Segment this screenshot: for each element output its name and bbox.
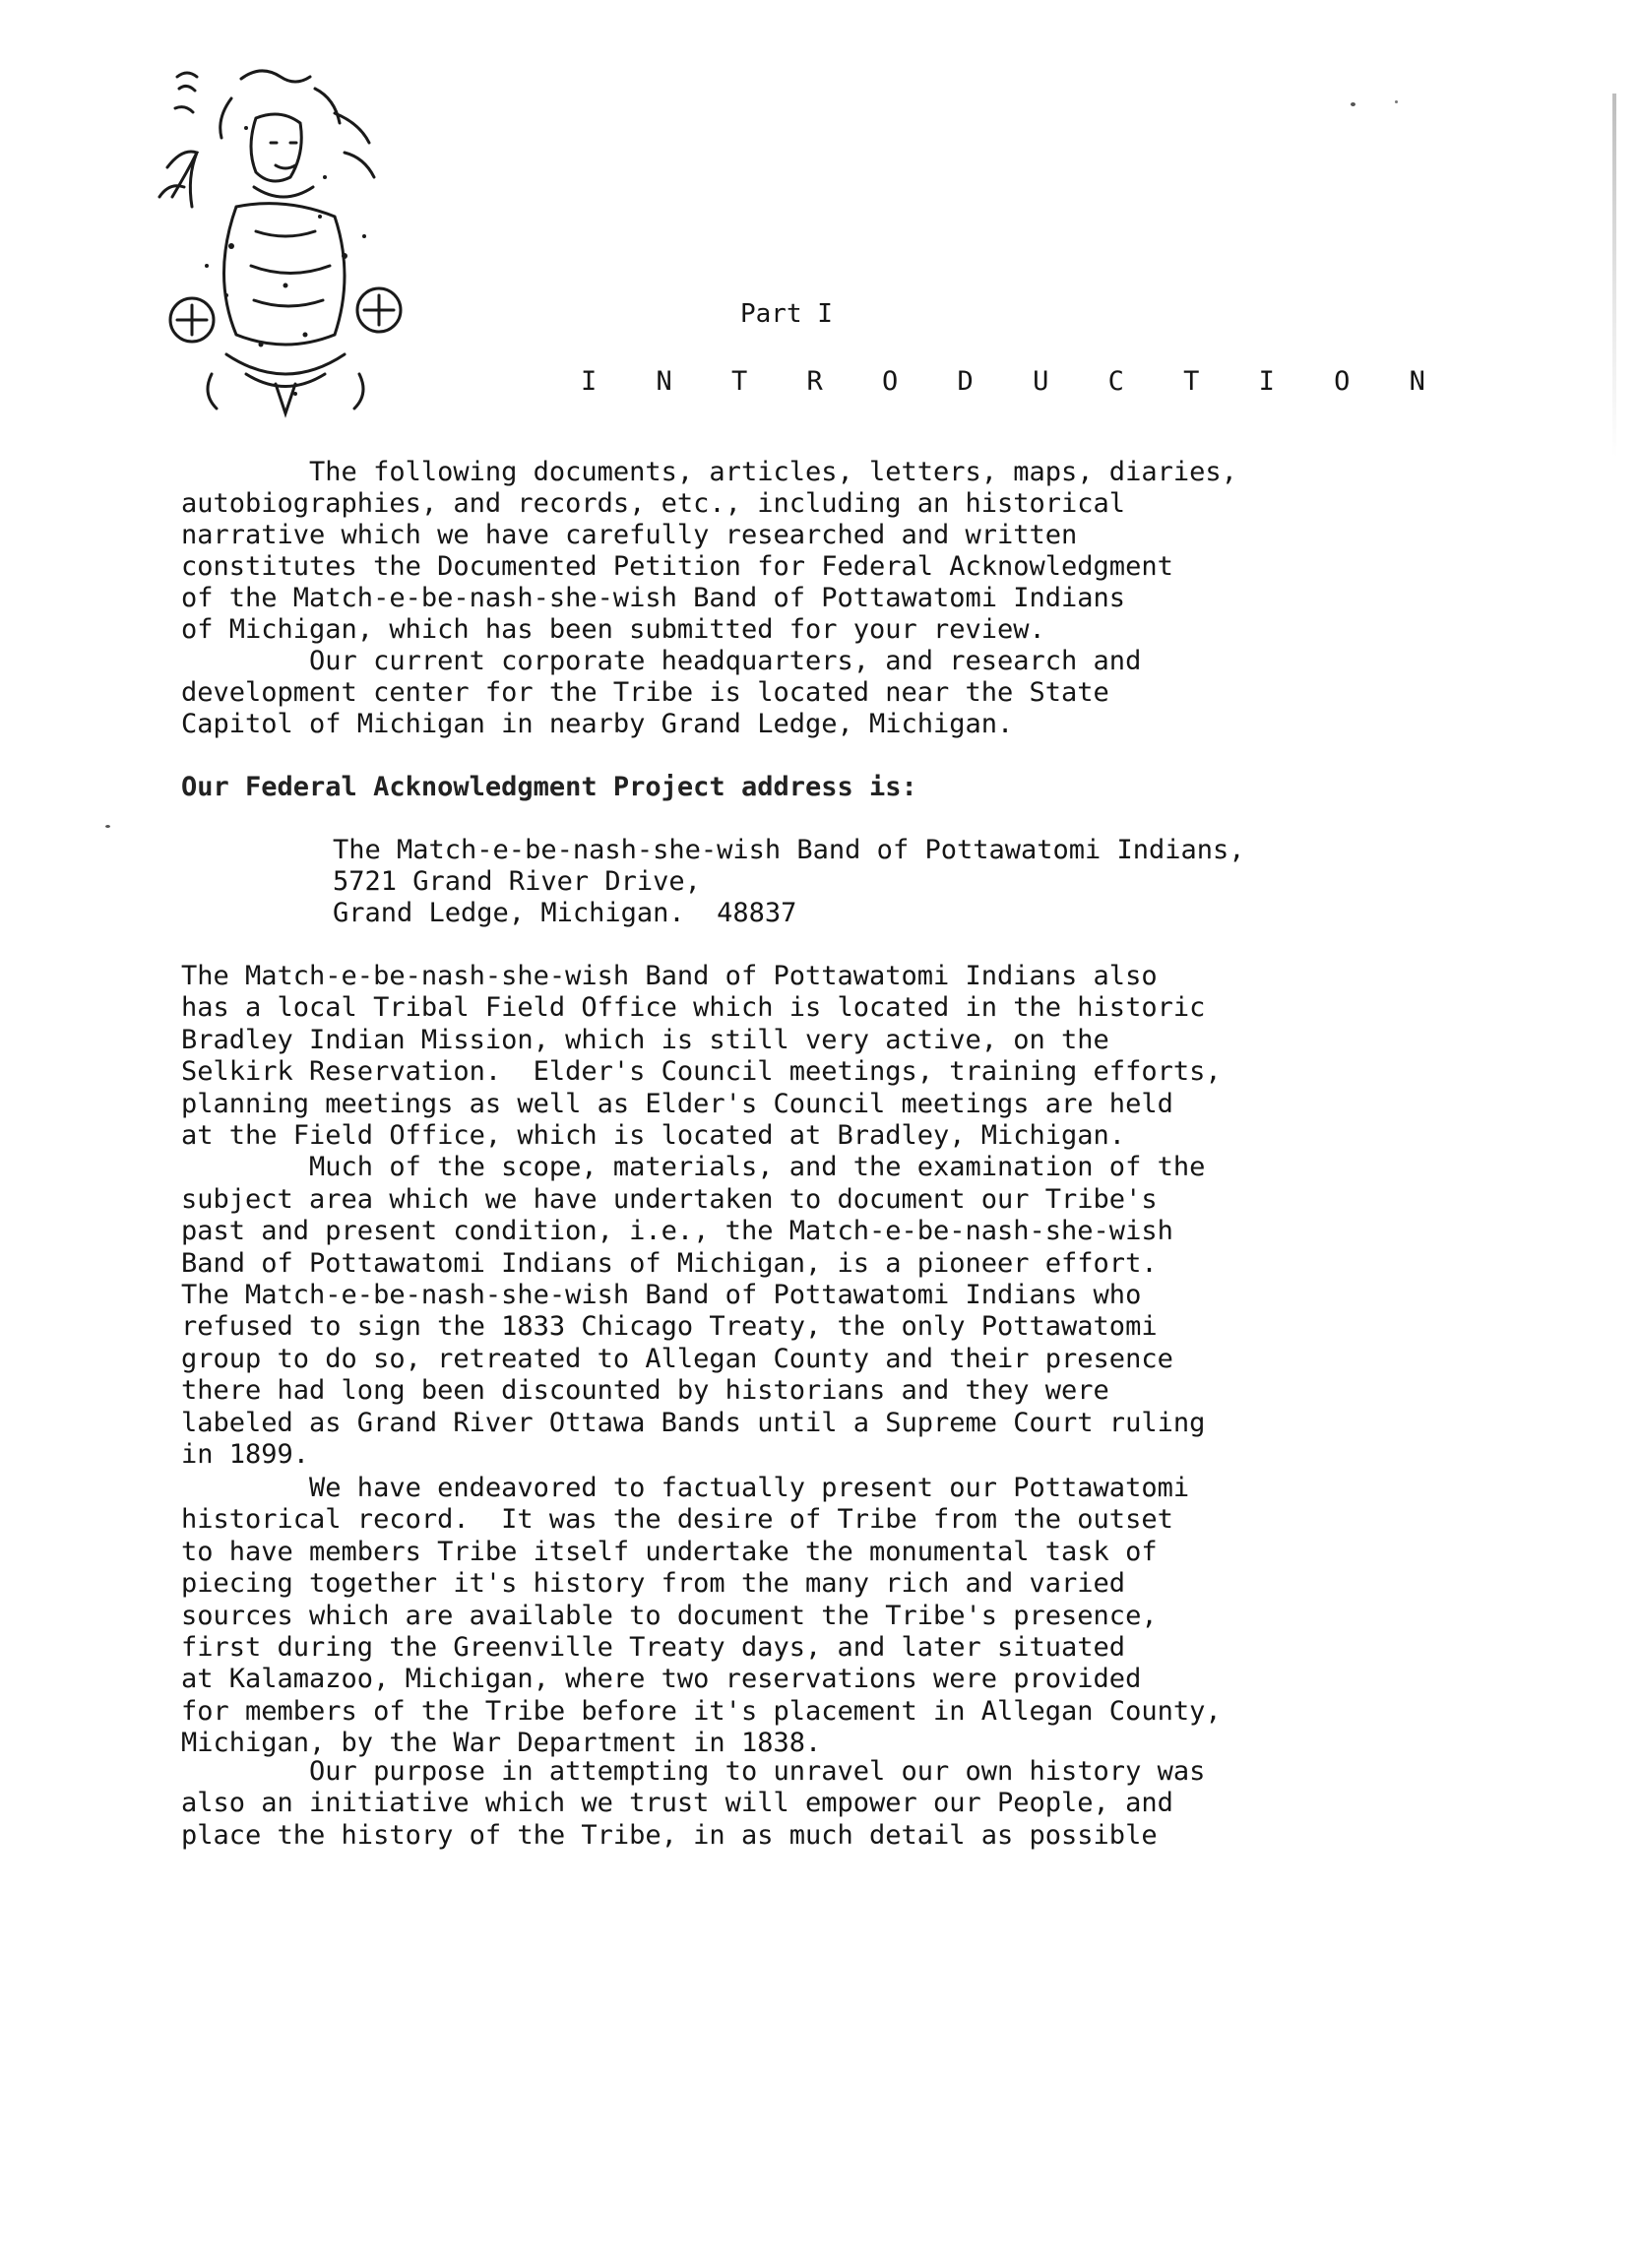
tribal-seal-drawing-icon <box>138 59 433 423</box>
intro-paragraph-3: We have endeavored to factually present our Pottawatomi historical record. It was the desire of Tribe from the outset to have members Tribe itself undertake the monumental task of piecing together it's history from the many rich and varied sources which are available to document the Tribe's presence, first during the Greenville Treaty days, and later situated at Kalamazoo, Michigan, where two reservations were provided for members of the Tribe before it's placement in Allegan County, Michigan, by the War Department in 1838. <box>181 1473 1222 1759</box>
part-label: Part I <box>740 299 833 329</box>
scan-speck <box>1395 100 1398 103</box>
address-block: The Match-e-be-nash-she-wish Band of Pottawatomi Indians, 5721 Grand River Drive, Grand Ledge, Michigan. 48837 <box>333 835 1245 928</box>
scan-edge-mark <box>1612 94 1616 458</box>
scan-speck <box>1351 102 1355 106</box>
scan-speck <box>105 825 110 828</box>
intro-paragraph-2: The Match-e-be-nash-she-wish Band of Pottawatomi Indians also has a local Tribal Field Office which is located in the historic Bradley Indian Mission, which is still very active, on the Selkirk Reservation. Elder's Council meetings, training efforts, planning meetings as well as Elder's Council meetings are held at the Field Office, which is located at Bradley, Michigan. Much of the scope, materials, and the examination of the subject area which we have undertaken to document our Tribe's past and present condition, i.e., the Match-e-be-nash-she-wish Band of Pottawatomi Indians of Michigan, is a pioneer effort. The Match-e-be-nash-she-wish Band of Pottawatomi Indians who refused to sign the 1833 Chicago Treaty, the only Pottawatomi group to do so, retreated to Allegan County and their presence there had long been discounted by historians and they were labeled as Grand River Ottawa Bands until a Supreme Court ruling in 1899. <box>181 961 1222 1471</box>
intro-paragraph-1: The following documents, articles, letters, maps, diaries, autobiographies, and records, etc., including an historical narrative which we have carefully researched and written constitutes the Documented Petition for Federal Acknowledgment of the Match-e-be-nash-she-wish Band of Pottawatomi Indians of Michigan, which has been submitted for your review. Our current corporate headquarters, and research and development center for the Tribe is located near the State Capitol of Michigan in nearby Grand Ledge, Michigan. <box>181 457 1237 739</box>
section-title: I N T R O D U C T I O N <box>581 366 1447 397</box>
intro-paragraph-4: Our purpose in attempting to unravel our own history was also an initiative which we trust will empower our People, and place the history of the Tribe, in as much detail as possible <box>181 1756 1206 1851</box>
address-heading: Our Federal Acknowledgment Project address is: <box>181 772 917 802</box>
